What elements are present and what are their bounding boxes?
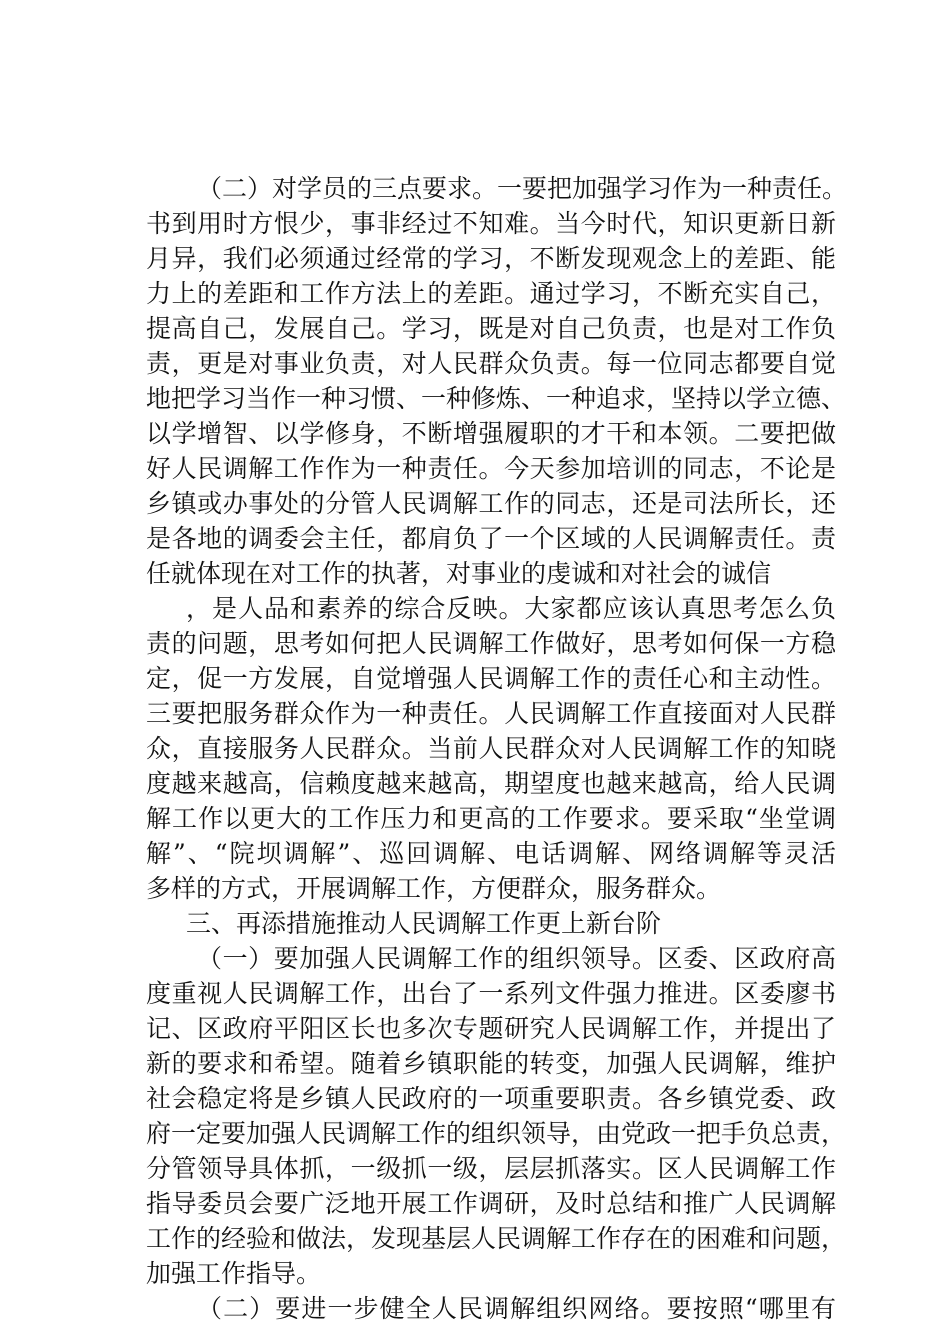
paragraph-line: ，是人品和素养的综合反映。大家都应该认真思考怎么负	[186, 594, 836, 623]
paragraph-line: 是各地的调委会主任，都肩负了一个区域的人民调解责任。责	[146, 524, 836, 553]
paragraph-line: 提高自己，发展自己。学习，既是对自己负责，也是对工作负	[146, 314, 836, 343]
paragraph-line: 地把学习当作一种习惯、一种修炼、一种追求，坚持以学立德、	[146, 384, 847, 413]
paragraph-line: 度越来越高，信赖度越来越高，期望度也越来越高，给人民调	[146, 769, 836, 798]
paragraph-line: 指导委员会要广泛地开展工作调研，及时总结和推广人民调解	[146, 1189, 836, 1218]
paragraph-line: 工作的经验和做法，发现基层人民调解工作存在的困难和问题，	[146, 1224, 847, 1253]
paragraph-line: 三要把服务群众作为一种责任。人民调解工作直接面对人民群	[146, 699, 836, 728]
paragraph-line: 责，更是对事业负责，对人民群众负责。每一位同志都要自觉	[146, 349, 836, 378]
paragraph-line: 众，直接服务人民群众。当前人民群众对人民调解工作的知晓	[146, 734, 836, 763]
paragraph-line: 社会稳定将是乡镇人民政府的一项重要职责。各乡镇党委、政	[146, 1084, 836, 1113]
paragraph-line: 分管领导具体抓，一级抓一级，层层抓落实。区人民调解工作	[146, 1154, 836, 1183]
paragraph-line: 记、区政府平阳区长也多次专题研究人民调解工作，并提出了	[146, 1014, 836, 1043]
paragraph-line: 任就体现在对工作的执著，对事业的虔诚和对社会的诚信	[146, 559, 772, 588]
paragraph-line: 新的要求和希望。随着乡镇职能的转变，加强人民调解，维护	[146, 1049, 836, 1078]
paragraph-line: 责的问题，思考如何把人民调解工作做好，思考如何保一方稳	[146, 629, 836, 658]
paragraph-line: 月异，我们必须通过经常的学习，不断发现观念上的差距、能	[146, 244, 836, 273]
paragraph-line: 解工作以更大的工作压力和更高的工作要求。要采取“坐堂调	[146, 804, 836, 833]
paragraph-line: （一）要加强人民调解工作的组织领导。区委、区政府高	[197, 944, 836, 973]
paragraph-line: 乡镇或办事处的分管人民调解工作的同志，还是司法所长，还	[146, 489, 836, 518]
paragraph-line: 以学增智、以学修身，不断增强履职的才干和本领。二要把做	[146, 419, 836, 448]
paragraph-line: 好人民调解工作作为一种责任。今天参加培训的同志，不论是	[146, 454, 836, 483]
paragraph-line: 力上的差距和工作方法上的差距。通过学习，不断充实自己，	[146, 279, 836, 308]
section-heading: 三、再添措施推动人民调解工作更上新台阶	[186, 909, 662, 938]
paragraph-line: （二）要进一步健全人民调解组织网络。要按照“哪里有	[197, 1294, 836, 1323]
paragraph-line: 加强工作指导。	[146, 1259, 322, 1288]
paragraph-line: 府一定要加强人民调解工作的组织领导，由党政一把手负总责，	[146, 1119, 847, 1148]
paragraph-line: 多样的方式，开展调解工作，方便群众，服务群众。	[146, 874, 722, 903]
paragraph-line: 定，促一方发展，自觉增强人民调解工作的责任心和主动性。	[146, 664, 836, 693]
paragraph-line: 书到用时方恨少，事非经过不知难。当今时代，知识更新日新	[146, 209, 836, 238]
paragraph-line: （二）对学员的三点要求。一要把加强学习作为一种责任。	[197, 174, 848, 203]
paragraph-line: 解”、“院坝调解”、巡回调解、电话调解、网络调解等灵活	[146, 839, 836, 868]
paragraph-line: 度重视人民调解工作，出台了一系列文件强力推进。区委廖书	[146, 979, 836, 1008]
